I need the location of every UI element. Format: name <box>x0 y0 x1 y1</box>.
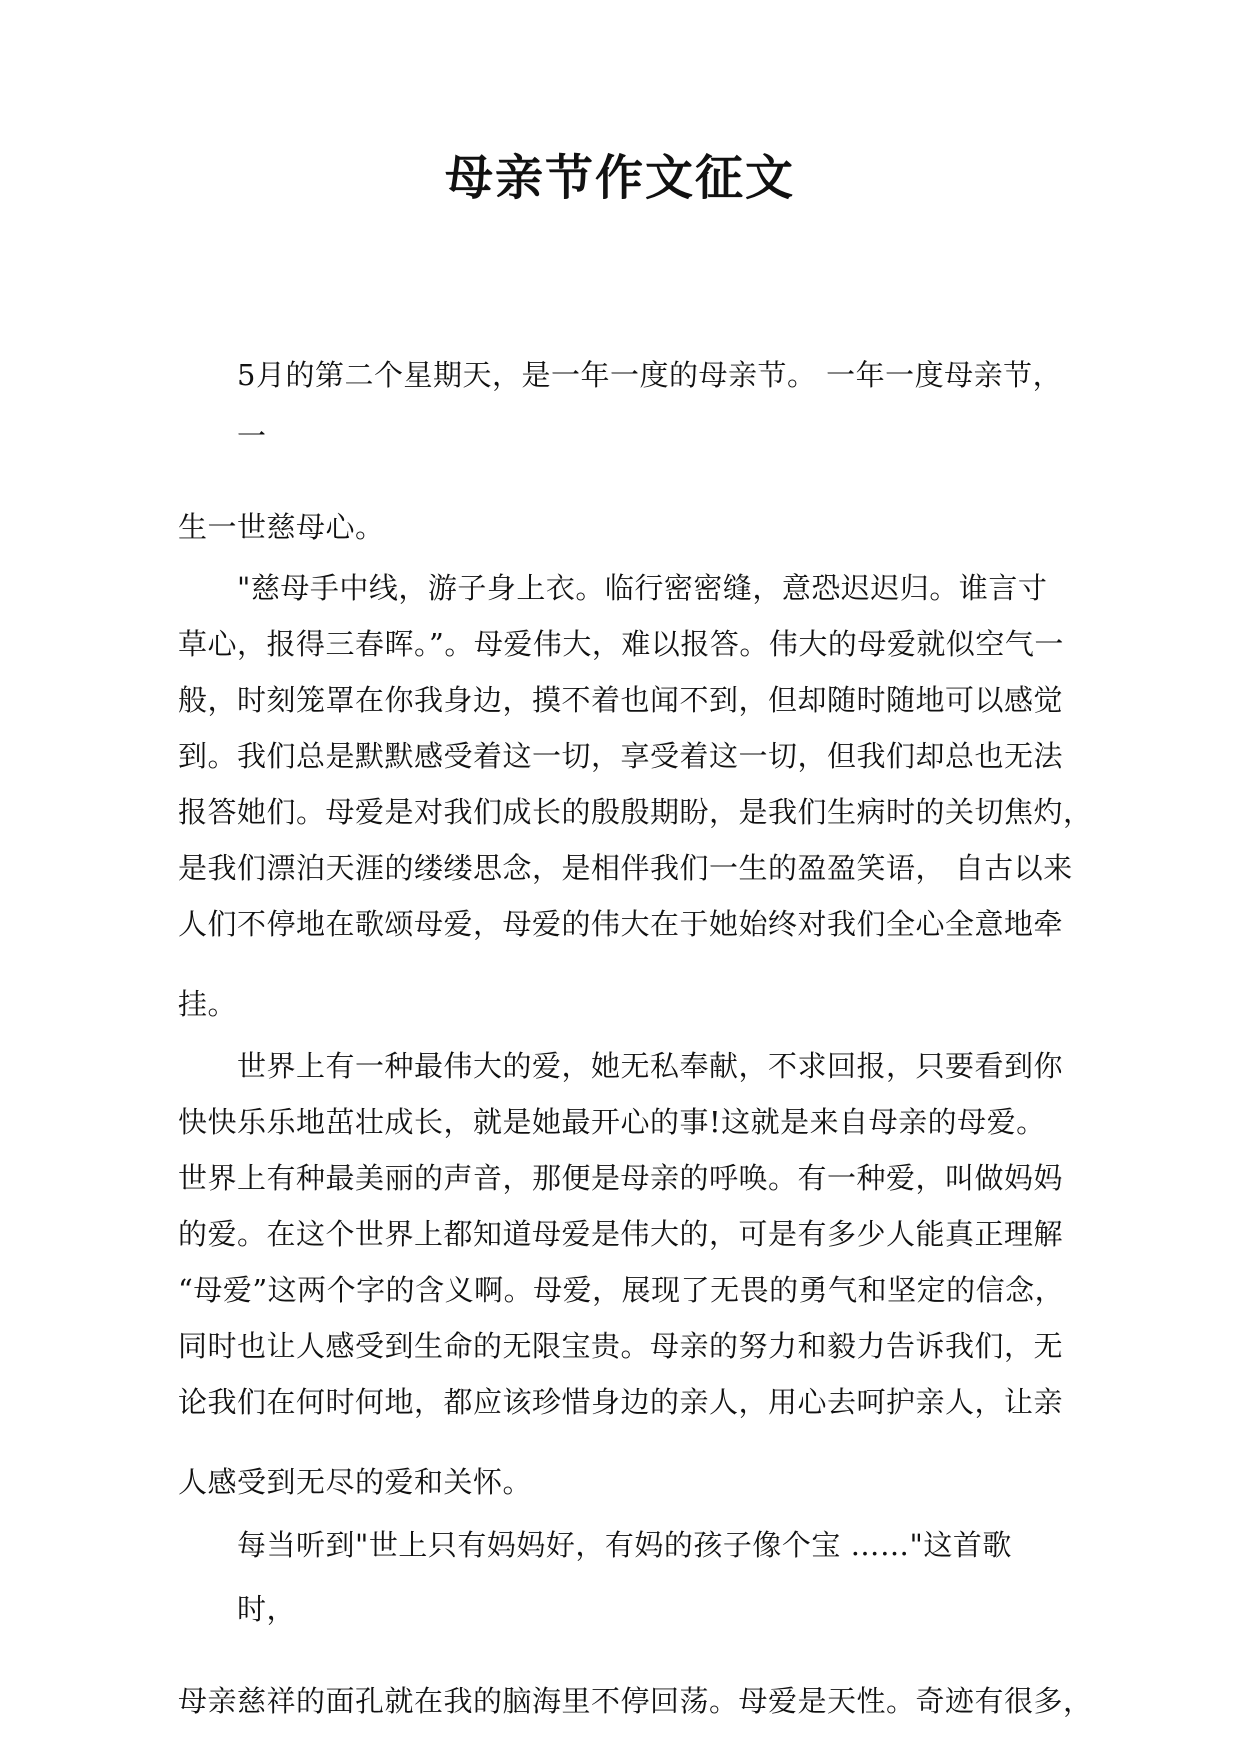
paragraph-line: 快快乐乐地茁壮成长，就是她最开心的事!这就是来自母亲的母爱。 <box>178 1105 1046 1139</box>
paragraph-line: 每当听到"世上只有妈妈好，有妈的孩子像个宝 ……"这首歌 <box>237 1528 1012 1562</box>
paragraph-line: 同时也让人感受到生命的无限宝贵。母亲的努力和毅力告诉我们，无 <box>178 1329 1064 1363</box>
paragraph-line: 世界上有一种最伟大的爱，她无私奉献，不求回报，只要看到你 <box>237 1049 1064 1083</box>
paragraph-line: 生一世慈母心。 <box>178 510 385 544</box>
paragraph-line: 人感受到无尽的爱和关怀。 <box>178 1465 533 1499</box>
paragraph-line: "慈母手中线，游子身上衣。临行密密缝，意恐迟迟归。谁言寸 <box>237 571 1048 605</box>
document-title: 母亲节作文征文 <box>444 150 795 206</box>
paragraph-line: 般，时刻笼罩在你我身边，摸不着也闻不到，但却随时随地可以感觉 <box>178 683 1064 717</box>
paragraph-line: 的爱。在这个世界上都知道母爱是伟大的，可是有多少人能真正理解 <box>178 1217 1064 1251</box>
paragraph-line: 草心，报得三春晖。”。母爱伟大，难以报答。伟大的母爱就似空气一 <box>178 627 1064 661</box>
paragraph-line: 到。我们总是默默感受着这一切，享受着这一切，但我们却总也无法 <box>178 739 1064 773</box>
paragraph-line: 5月的第二个星期天，是一年一度的母亲节。 一年一度母亲节， <box>237 358 1063 392</box>
paragraph-line: 论我们在何时何地，都应该珍惜身边的亲人，用心去呵护亲人，让亲 <box>178 1385 1064 1419</box>
paragraph-line: 报答她们。母爱是对我们成长的殷殷期盼，是我们生病时的关切焦灼， <box>178 795 1093 829</box>
paragraph-line: 一 <box>237 419 267 453</box>
paragraph-line: “母爱”这两个字的含义啊。母爱，展现了无畏的勇气和坚定的信念， <box>178 1273 1065 1307</box>
paragraph-line: 人们不停地在歌颂母爱，母爱的伟大在于她始终对我们全心全意地牵 <box>178 907 1064 941</box>
paragraph-line: 时， <box>237 1592 297 1626</box>
paragraph-line: 挂。 <box>178 987 238 1021</box>
paragraph-line: 是我们漂泊天涯的缕缕思念，是相伴我们一生的盈盈笑语， 自古以来 <box>178 851 1073 885</box>
paragraph-line: 世界上有种最美丽的声音，那便是母亲的呼唤。有一种爱，叫做妈妈 <box>178 1161 1064 1195</box>
paragraph-line: 母亲慈祥的面孔就在我的脑海里不停回荡。母爱是天性。奇迹有很多， <box>178 1684 1093 1718</box>
